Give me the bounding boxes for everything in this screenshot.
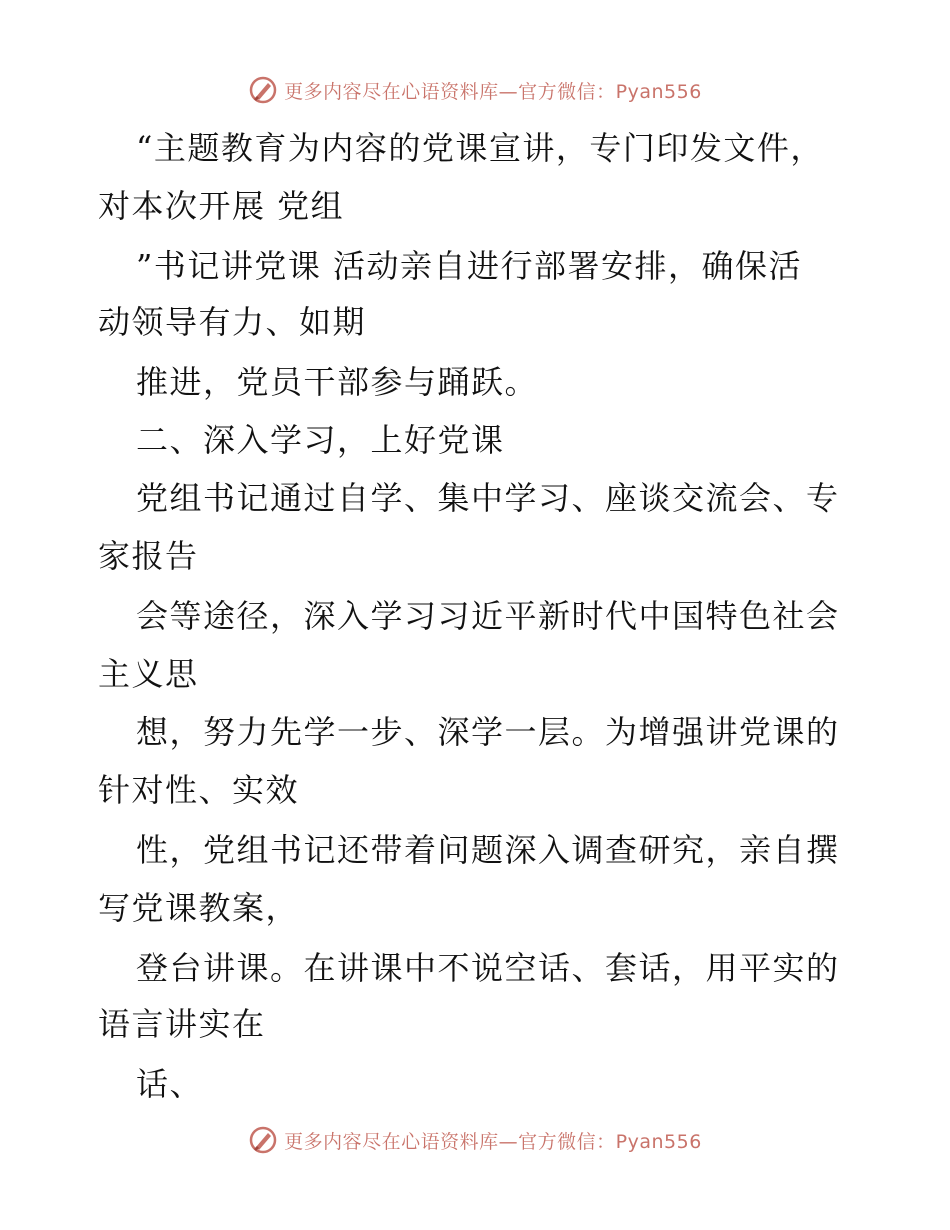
section-heading: 二、深入学习，上好党课 (136, 421, 505, 459)
text-line: 动领导有力、如期 (98, 303, 367, 341)
watermark-text: 更多内容尽在心语资料库—官方微信：Pyan556 (284, 1130, 702, 1153)
watermark-text: 更多内容尽在心语资料库—官方微信：Pyan556 (284, 80, 702, 103)
footer-watermark (0, 1120, 950, 1160)
text-line: 党组书记通过自学、集中学习、座谈交流会、专 (136, 479, 840, 517)
text-line: 对本次开展 党组 (98, 187, 345, 225)
pen-logo-icon (248, 1125, 278, 1155)
text-line: 登台讲课。在讲课中不说空话、套话，用平实的 (136, 949, 840, 987)
text-line: “主题教育为内容的党课宣讲，专门印发文件， (136, 129, 824, 167)
pen-logo-icon (248, 75, 278, 105)
text-line: 性，党组书记还带着问题深入调查研究，亲自撰 (136, 831, 840, 869)
text-line: 推进，党员干部参与踊跃。 (136, 363, 539, 401)
text-line: 会等途径，深入学习习近平新时代中国特色社会 (136, 597, 840, 635)
header-watermark (0, 70, 950, 110)
text-line: 家报告 (98, 537, 199, 575)
text-line: 语言讲实在 (98, 1005, 266, 1043)
text-line: 写党课教案， (98, 889, 300, 927)
text-line: ”书记讲党课 活动亲自进行部署安排，确保活 (136, 247, 803, 285)
text-line: 想，努力先学一步、深学一层。为增强讲党课的 (136, 713, 840, 751)
text-line: 针对性、实效 (98, 771, 300, 809)
text-line: 主义思 (98, 655, 199, 693)
text-line: 话、 (136, 1065, 204, 1103)
